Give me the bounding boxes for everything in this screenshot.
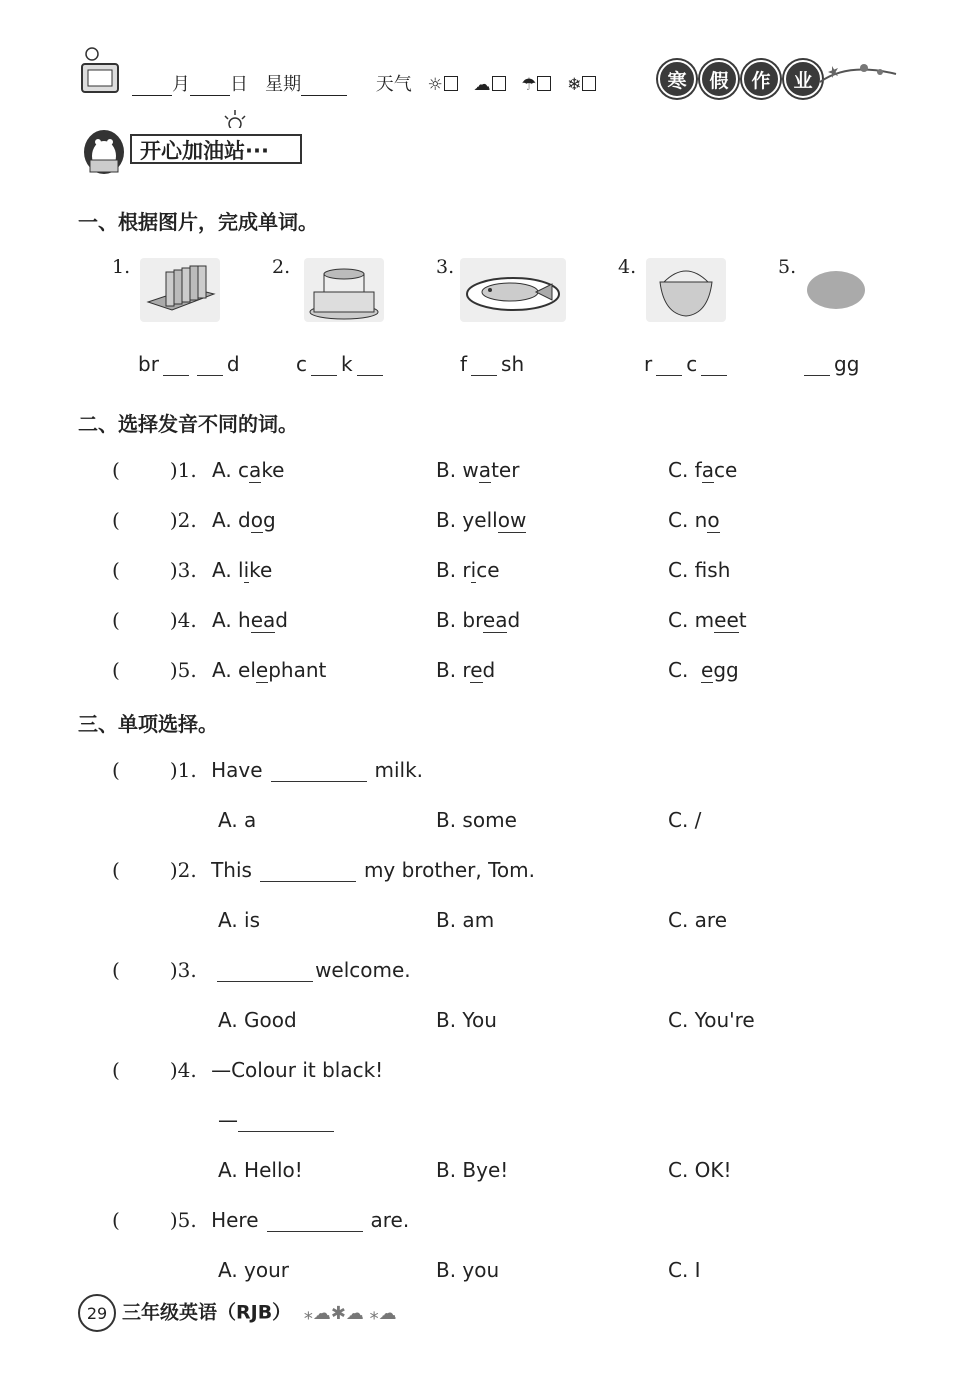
- weekday-blank[interactable]: [301, 77, 347, 96]
- flower-decoration-icon: [818, 52, 898, 92]
- rice-icon: [646, 258, 726, 322]
- s2-row-2: ( )2.: [112, 508, 197, 532]
- weekday-label: 星期: [265, 74, 302, 95]
- letter-blank[interactable]: [656, 355, 682, 376]
- sun-icon: [220, 108, 250, 128]
- penguin-icon: [78, 122, 134, 176]
- letter-blank[interactable]: [471, 355, 497, 376]
- section1-title: 一、根据图片，完成单词。: [78, 210, 318, 234]
- letter-blank[interactable]: [311, 355, 337, 376]
- s3-q4-option-a[interactable]: A. Hello!: [218, 1158, 303, 1182]
- s3-q2-option-b[interactable]: B. am: [436, 908, 495, 932]
- s2-q1-option-c[interactable]: C. face: [668, 458, 738, 482]
- s3-q3-option-a[interactable]: A. Good: [218, 1008, 297, 1032]
- s2-q3-option-b[interactable]: B. rice: [436, 558, 500, 582]
- s2-q3-option-c[interactable]: C. fsh: [668, 558, 731, 582]
- sunny-checkbox[interactable]: [444, 76, 458, 91]
- s3-q2: ( )2. This my brother, Tom.: [112, 858, 535, 882]
- s3-q5-option-c[interactable]: C. I: [668, 1258, 701, 1282]
- weather-label: 天气: [375, 74, 412, 95]
- letter-blank[interactable]: [357, 355, 383, 376]
- word1-blank: br d: [138, 352, 240, 376]
- page-number: 29: [78, 1294, 116, 1332]
- snowy-icon: ❄: [567, 75, 582, 95]
- s2-row-4: ( )4.: [112, 608, 197, 632]
- word5-blank: gg: [800, 352, 859, 376]
- header-date-line: [132, 70, 596, 96]
- s2-q4-option-b[interactable]: B. bread: [436, 608, 521, 632]
- s3-q2-option-c[interactable]: C. are: [668, 908, 728, 932]
- month-label: 月: [172, 74, 190, 95]
- s2-q4-option-c[interactable]: C. meet: [668, 608, 747, 632]
- s2-q2-option-a[interactable]: A. dog: [212, 508, 276, 532]
- cloudy-checkbox[interactable]: [492, 76, 506, 91]
- s3-q3: ( )3. welcome.: [112, 958, 411, 982]
- footer-title: 三年级英语（RJB）: [122, 1301, 292, 1324]
- cake-icon: [304, 258, 384, 322]
- s2-q1-option-a[interactable]: A. cake: [212, 458, 285, 482]
- letter-blank[interactable]: [701, 355, 727, 376]
- cloud-decoration-icon: ⁎☁✱☁ ⁎☁: [303, 1302, 397, 1324]
- rainy-checkbox[interactable]: [537, 76, 551, 91]
- s3-q4-reply: —: [218, 1108, 342, 1132]
- s2-q4-option-a[interactable]: A. head: [212, 608, 288, 632]
- s3-q1-option-b[interactable]: B. some: [436, 808, 517, 832]
- snowy-checkbox[interactable]: [582, 76, 596, 91]
- letter-blank[interactable]: [163, 355, 189, 376]
- s3-q5-option-b[interactable]: B. you: [436, 1258, 500, 1282]
- s2-row-1: ( )1.: [112, 458, 197, 482]
- s2-q2-option-c[interactable]: C. no: [668, 508, 720, 532]
- fish-icon: [460, 258, 566, 322]
- s3-q1-option-a[interactable]: A. a: [218, 808, 257, 832]
- s3-q5: ( )5. Here are.: [112, 1208, 410, 1232]
- item1-number: 1.: [112, 256, 131, 278]
- header-mascot-icon: [78, 44, 124, 96]
- egg-icon: [800, 258, 880, 322]
- s2-q3-option-a[interactable]: A. like: [212, 558, 273, 582]
- s3-q3-option-b[interactable]: B. You: [436, 1008, 497, 1032]
- zone-banner: [78, 122, 304, 176]
- answer-blank[interactable]: [260, 861, 356, 882]
- s2-q1-option-b[interactable]: B. water: [436, 458, 520, 482]
- s3-q3-option-c[interactable]: C. You're: [668, 1008, 755, 1032]
- sunny-icon: ☼: [427, 75, 443, 95]
- s2-q2-option-b[interactable]: B. yellow: [436, 508, 527, 532]
- s3-q4: ( )4. —Colour it black!: [112, 1058, 384, 1082]
- day-label: 日: [230, 74, 248, 95]
- s3-q1: ( )1. Have milk.: [112, 758, 424, 782]
- section2-title: 二、选择发音不同的词。: [78, 412, 298, 436]
- item4-number: 4.: [618, 256, 637, 278]
- s3-q1-option-c[interactable]: C. /: [668, 808, 702, 832]
- s2-row-3: ( )3.: [112, 558, 197, 582]
- item5-number: 5.: [778, 256, 797, 278]
- s3-q4-option-c[interactable]: C. OK!: [668, 1158, 732, 1182]
- answer-blank[interactable]: [271, 761, 367, 782]
- page-footer: [78, 1294, 397, 1332]
- cloudy-icon: ☁: [473, 75, 491, 95]
- s2-q5-option-b[interactable]: B. red: [436, 658, 496, 682]
- item2-number: 2.: [272, 256, 291, 278]
- bread-icon: [140, 258, 220, 322]
- letter-blank[interactable]: [804, 355, 830, 376]
- word4-blank: r c: [644, 352, 731, 376]
- s3-q4-option-b[interactable]: B. Bye!: [436, 1158, 509, 1182]
- s2-q5-option-c[interactable]: C. egg: [668, 658, 739, 682]
- letter-blank[interactable]: [197, 355, 223, 376]
- winter-homework-badge: 寒 假 作 业: [658, 60, 822, 98]
- section3-title: 三、单项选择。: [78, 712, 218, 736]
- zone-title: 开心加油站···: [130, 134, 302, 164]
- word3-blank: f sh: [460, 352, 525, 376]
- month-blank[interactable]: [132, 77, 172, 96]
- s3-q2-option-a[interactable]: A. is: [218, 908, 261, 932]
- item3-number: 3.: [436, 256, 455, 278]
- word2-blank: c k: [296, 352, 387, 376]
- answer-blank[interactable]: [217, 961, 313, 982]
- s2-row-5: ( )5.: [112, 658, 197, 682]
- rainy-icon: ☂: [521, 75, 537, 95]
- s3-q5-option-a[interactable]: A. your: [218, 1258, 290, 1282]
- s2-q5-option-a[interactable]: A. elephant: [212, 658, 327, 682]
- day-blank[interactable]: [190, 77, 230, 96]
- answer-blank[interactable]: [267, 1211, 363, 1232]
- answer-blank[interactable]: [238, 1111, 334, 1132]
